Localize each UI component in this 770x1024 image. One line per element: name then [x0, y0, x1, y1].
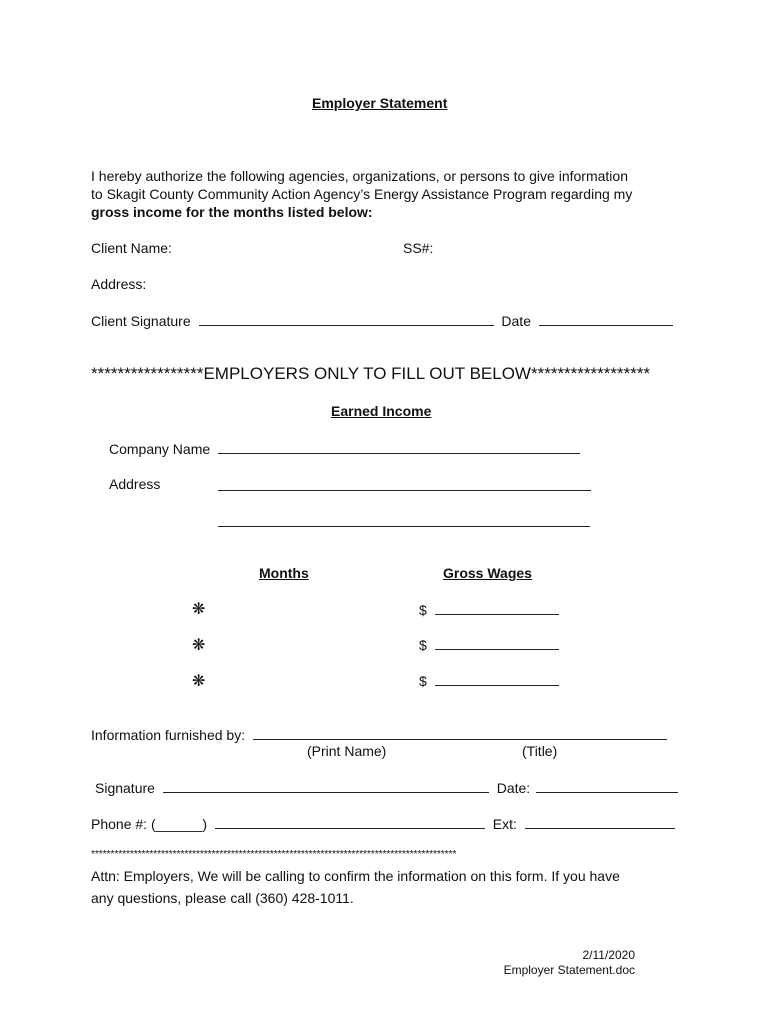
month-bullet-icon: ❋: [192, 635, 206, 654]
print-name-caption: (Print Name): [307, 743, 387, 759]
client-signature-row: [91, 312, 673, 329]
dollar-sign: $: [419, 602, 427, 618]
footer-date: 2/11/2020: [582, 948, 635, 962]
attn-line-2: any questions, please call (360) 428-1011.: [91, 890, 354, 906]
client-name-label: Client Name:: [91, 240, 172, 256]
signature-label: Signature: [95, 780, 155, 796]
employers-banner: *****************EMPLOYERS ONLY TO FILL OUT BELOW******************: [91, 364, 651, 383]
wage-row-1: [419, 601, 559, 618]
attn-line-1: Attn: Employers, We will be calling to confirm the information on this form. If you have: [91, 868, 620, 884]
month-bullet-icon: ❋: [192, 599, 206, 618]
ext-label: Ext:: [492, 816, 517, 832]
months-header: Months: [259, 565, 309, 581]
intro-line-1: I hereby authorize the following agencies, organizations, or persons to give information: [91, 168, 628, 184]
client-signature-field[interactable]: [199, 312, 494, 326]
wage-field-1[interactable]: [435, 601, 559, 615]
address-label: Address:: [91, 276, 147, 292]
company-name-row: [109, 440, 580, 457]
footer-filename: Employer Statement.doc: [503, 963, 635, 977]
phone-row: [91, 815, 675, 832]
earned-income-heading: Earned Income: [331, 403, 432, 419]
dollar-sign: $: [419, 637, 427, 653]
dollar-sign: $: [419, 673, 427, 689]
signature-date-label: Date:: [496, 780, 531, 796]
signature-date-field[interactable]: [536, 779, 678, 793]
furnished-field[interactable]: [253, 726, 667, 740]
signature-row: [95, 779, 678, 796]
company-address-field-2[interactable]: [218, 513, 590, 527]
gross-wages-header: Gross Wages: [443, 565, 532, 581]
company-name-field[interactable]: [218, 440, 580, 454]
separator-line: **********************************************************************************************: [91, 848, 457, 860]
signature-field[interactable]: [163, 779, 489, 793]
phone-label: Phone #: (______): [91, 816, 207, 832]
wage-field-3[interactable]: [435, 672, 559, 686]
intro-line-3: gross income for the months listed below:: [91, 204, 373, 220]
client-signature-label: Client Signature: [91, 313, 191, 329]
ext-field[interactable]: [525, 815, 675, 829]
page-title: Employer Statement: [312, 95, 448, 111]
wage-field-2[interactable]: [435, 636, 559, 650]
title-caption: (Title): [522, 743, 558, 759]
company-name-label: Company Name: [109, 441, 211, 457]
client-date-label: Date: [501, 313, 531, 329]
client-date-field[interactable]: [539, 312, 673, 326]
month-bullet-icon: ❋: [192, 671, 206, 690]
ss-label: SS#:: [403, 240, 434, 256]
company-address-label: Address: [109, 476, 161, 492]
wage-row-3: [419, 672, 559, 689]
phone-field[interactable]: [215, 815, 485, 829]
company-address-field-1[interactable]: [218, 477, 591, 491]
furnished-label: Information furnished by:: [91, 727, 246, 743]
intro-line-2: to Skagit County Community Action Agency’s Energy Assistance Program regarding my: [91, 186, 633, 202]
furnished-row: [91, 726, 667, 743]
wage-row-2: [419, 636, 559, 653]
